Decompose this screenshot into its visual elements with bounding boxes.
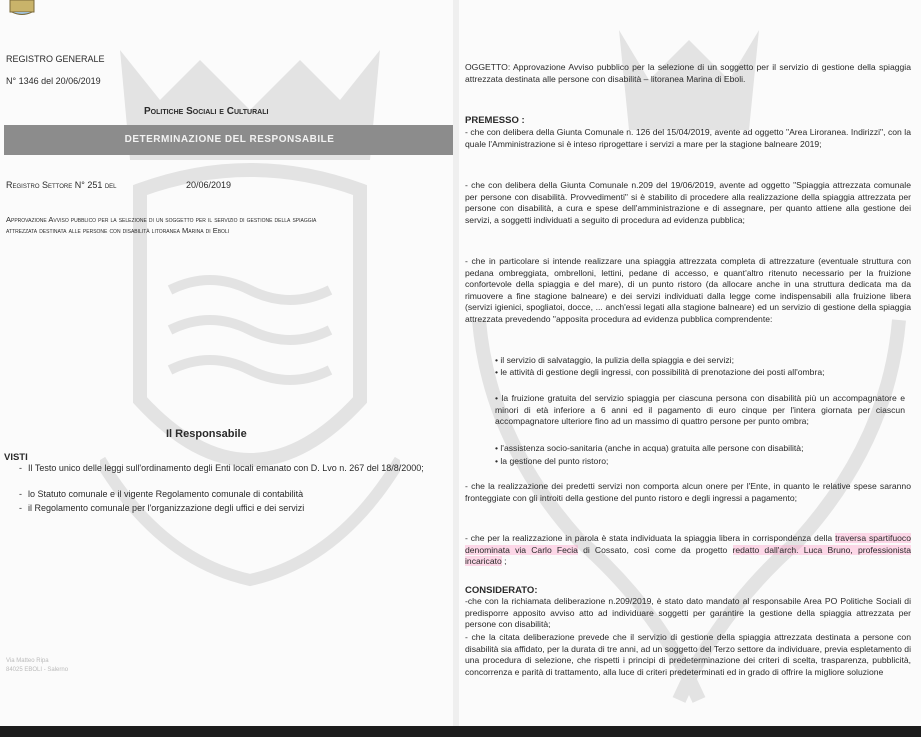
address-line-2: 84025 EBOLI - Salerno xyxy=(6,667,69,673)
list-item: • il servizio di salvataggio, la pulizia della spiaggia e dei servizi; xyxy=(495,355,734,365)
approvazione-line-1: Approvazione Avviso pubblico per la selezione di un soggetto per il servizio di gestione della spiaggia xyxy=(6,215,317,224)
oggetto-paragraph: OGGETTO: Approvazione Avviso pubblico per la selezione di un soggetto per il servizio di gestione della spiaggia attrezzata destinata alle persone con disabilità – litoranea Marina di Eboli. xyxy=(465,62,911,84)
department-title: Politiche Sociali e Culturali xyxy=(144,106,269,117)
list-item: • l'assistenza socio-sanitaria (anche in acqua) gratuita alle persone con disabilità; xyxy=(495,443,804,453)
left-page xyxy=(0,0,453,737)
premesso-heading: PREMESSO : xyxy=(465,115,525,126)
list-item: • la fruizione gratuita del servizio spiaggia per ciascuna persona con disabilità più un accompagnatore e minori di età inferiore a 6 anni ed il pagamento di euro cinque per l'intera giornata per ciascun accompagnatore ulteriore fino ad un massimo di quattro persone per punto ombra; xyxy=(495,393,905,427)
registro-generale-number: N° 1346 del 20/06/2019 xyxy=(6,76,101,86)
visti-heading: VISTI xyxy=(4,452,28,463)
considerato-paragraph-2: - che la citata deliberazione prevede che il servizio di gestione della spiaggia attrezzata destinata a persone con disabilità sia affidato, per la durata di tre anni, ad un soggetto del Terzo settore da individuare, previa espletamento di una procedura di selezione, che rispetti i principi di predeterminazione dei criteri di scelta, trasparenza, pubblicità, concorrenza e parità di trattamento, alla luce di criteri predeterminati ed in grado di offrire la migliore soluzione xyxy=(465,632,911,677)
visti-item: - il Regolamento comunale per l'organizzazione degli uffici e dei servizi xyxy=(19,503,305,513)
considerato-paragraph-1: -che con la richiamata deliberazione n.209/2019, è stato dato mandato al responsabile Area PO Politiche Sociali di predisporre apposito avviso atto ad individuare soggetti per garantire la gestione della spiaggia attrezzata per persone con disabilità; xyxy=(465,596,911,630)
coat-of-arms-icon xyxy=(4,0,40,16)
highlighted-text: traversa spartifuoco denominata via Carlo Fecia xyxy=(465,533,911,555)
considerato-heading: CONSIDERATO: xyxy=(465,585,538,596)
premesso-paragraph-5: - che per la realizzazione in parola è stata individuata la spiaggia libera in corrispondenza della traversa spartifuoco denominata via Carlo Fecia di Cossato, così come da progetto redatto dall'arch. Luca Bruno, professionista incaricato ; xyxy=(465,533,911,567)
bottom-bar xyxy=(0,726,921,737)
list-item: • le attività di gestione degli ingressi, con possibilità di prenotazione dei posti all'ombra; xyxy=(495,367,825,377)
right-page xyxy=(459,0,921,737)
address-line-1: Via Matteo Ripa xyxy=(6,658,49,664)
registro-settore: Registro Settore N° 251 del xyxy=(6,180,117,190)
premesso-paragraph-1: - che con delibera della Giunta Comunale n. 126 del 15/04/2019, avente ad oggetto "Area Liroranea. Indirizzi", con la quale l'Amministrazione si è inteso riprogettare i servizi a mare per la stagione balneare 2019; xyxy=(465,127,911,149)
determinazione-banner: DETERMINAZIONE DEL RESPONSABILE xyxy=(4,125,453,155)
visti-item: - lo Statuto comunale e il vigente Regolamento comunale di contabilità xyxy=(19,489,304,499)
approvazione-line-2: attrezzata destinata alle persone con disabilità litoranea Marina di Eboli xyxy=(6,226,230,235)
premesso-paragraph-4: - che la realizzazione dei predetti servizi non comporta alcun onere per l'Ente, in quanto le relative spese saranno fronteggiate con gli introiti della gestione del punto ristoro e degli ingressi a pagamento; xyxy=(465,481,911,503)
list-item: • la gestione del punto ristoro; xyxy=(495,456,609,466)
responsabile-heading: Il Responsabile xyxy=(166,428,247,440)
registro-generale-label: REGISTRO GENERALE xyxy=(6,54,105,64)
premesso-paragraph-3: - che in particolare si intende realizzare una spiaggia attrezzata completa di attrezzature (eventuale struttura con pedana ombreggiata, ombrelloni, lettini, pedane di accesso, e quant'altro ritenuto necessario per la fruizione confortevole della spiaggia e del mare), di un punto ristoro (da allocare anche in una struttura dedicata ma da rimuovere a fine stagione balneare) e dei servizi individuati dalla legge come indispensabili alla fruizione libera (servizi igienici, spogliatoi, docce, ... anch'essi legati alla stagione balneare) ed un servizio di gestione della spiaggia attrezzata prevedendo "apposita procedura ad evidenza pubblica comprendente: xyxy=(465,256,911,324)
registro-settore-date: 20/06/2019 xyxy=(186,180,232,190)
municipal-crest-watermark-icon xyxy=(100,40,400,600)
visti-item: - Il Testo unico delle leggi sull'ordinamento degli Enti locali emanato con D. Lvo n. 267 del 18/8/2000; xyxy=(19,463,424,473)
premesso-paragraph-2: - che con delibera della Giunta Comunale n.209 del 19/06/2019, avente ad oggetto "Spiaggia attrezzata comunale per persone con disabilità. Provvedimenti" si è stabilito di procedere alla realizzazione della spiaggia attrezzata per persone con disabilità, a cura e spese dell'amministrazione e di assegnare, per quanto attiene alla gestione dei servizi, a soggetti individuati a seguito di procedura ad evidenza pubblica; xyxy=(465,180,911,225)
highlighted-text: redatto dall'arch. Luca Bruno, professionista incaricato xyxy=(465,544,911,567)
